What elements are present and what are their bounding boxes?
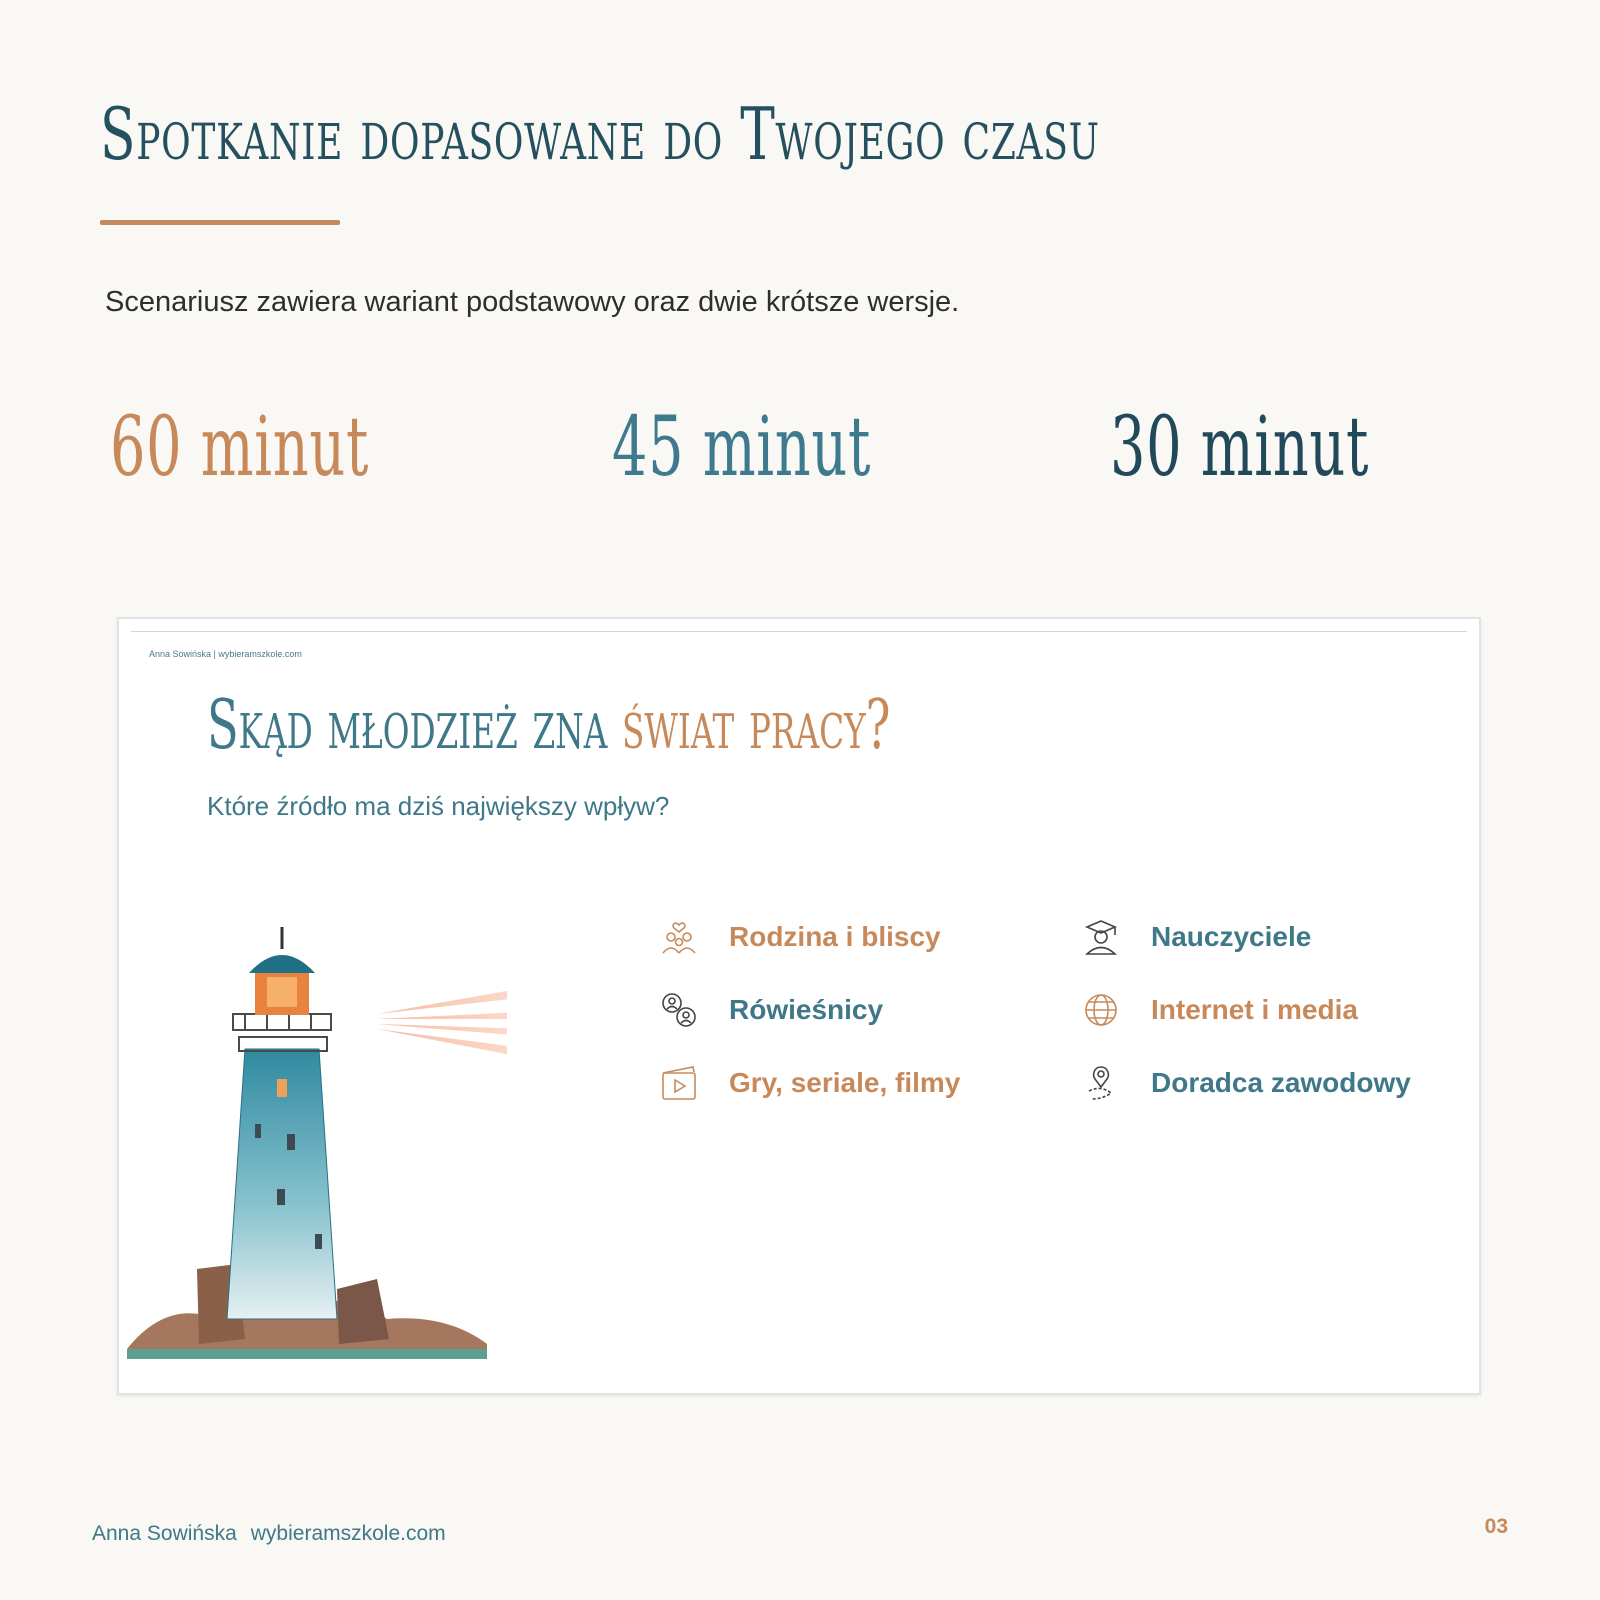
slide-title bbox=[207, 686, 890, 765]
source-internet bbox=[1079, 988, 1358, 1032]
source-media bbox=[657, 1061, 960, 1105]
video-icon bbox=[657, 1061, 701, 1105]
source-teachers-label: Nauczyciele bbox=[1151, 921, 1312, 952]
footer-credit bbox=[92, 1522, 446, 1546]
duration-30: 30 minut bbox=[1110, 400, 1370, 495]
page-number: 03 bbox=[1484, 1515, 1508, 1538]
lighthouse-illustration bbox=[127, 919, 507, 1379]
slide-subtitle: Które źródło ma dziś największy wpływ? bbox=[207, 791, 670, 821]
source-peers-label: Rówieśnicy bbox=[729, 994, 884, 1025]
source-counselor bbox=[1079, 1061, 1411, 1105]
source-internet-label: Internet i media bbox=[1151, 994, 1358, 1025]
source-counselor-label: Doradca zawodowy bbox=[1151, 1067, 1411, 1098]
slide-preview bbox=[117, 617, 1481, 1395]
slide-title-accent: świat pracy? bbox=[621, 686, 891, 765]
slide-title-main: Skąd młodzież zna bbox=[207, 686, 622, 765]
page-title: Spotkanie dopasowane do Twojego czasu bbox=[100, 92, 1100, 176]
peers-icon bbox=[657, 988, 701, 1032]
family-icon bbox=[657, 915, 701, 959]
intro-text: Scenariusz zawiera wariant podstawowy oraz dwie krótsze wersje. bbox=[105, 286, 960, 318]
teacher-icon bbox=[1079, 915, 1123, 959]
globe-icon bbox=[1079, 988, 1123, 1032]
title-underline bbox=[100, 220, 340, 225]
footer-site-link[interactable]: wybieramszkole.com bbox=[250, 1522, 446, 1545]
source-family bbox=[657, 915, 941, 959]
footer-author: Anna Sowińska bbox=[92, 1522, 237, 1545]
source-family-label: Rodzina i bliscy bbox=[729, 921, 941, 952]
map-pin-icon bbox=[1079, 1061, 1123, 1105]
duration-60: 60 minut bbox=[110, 400, 370, 495]
duration-45: 45 minut bbox=[612, 400, 872, 495]
source-peers bbox=[657, 988, 883, 1032]
slide-credit: Anna Sowińska | wybieramszkole.com bbox=[149, 649, 302, 659]
slide-divider bbox=[131, 631, 1467, 632]
source-media-label: Gry, seriale, filmy bbox=[729, 1067, 961, 1098]
source-teachers bbox=[1079, 915, 1311, 959]
